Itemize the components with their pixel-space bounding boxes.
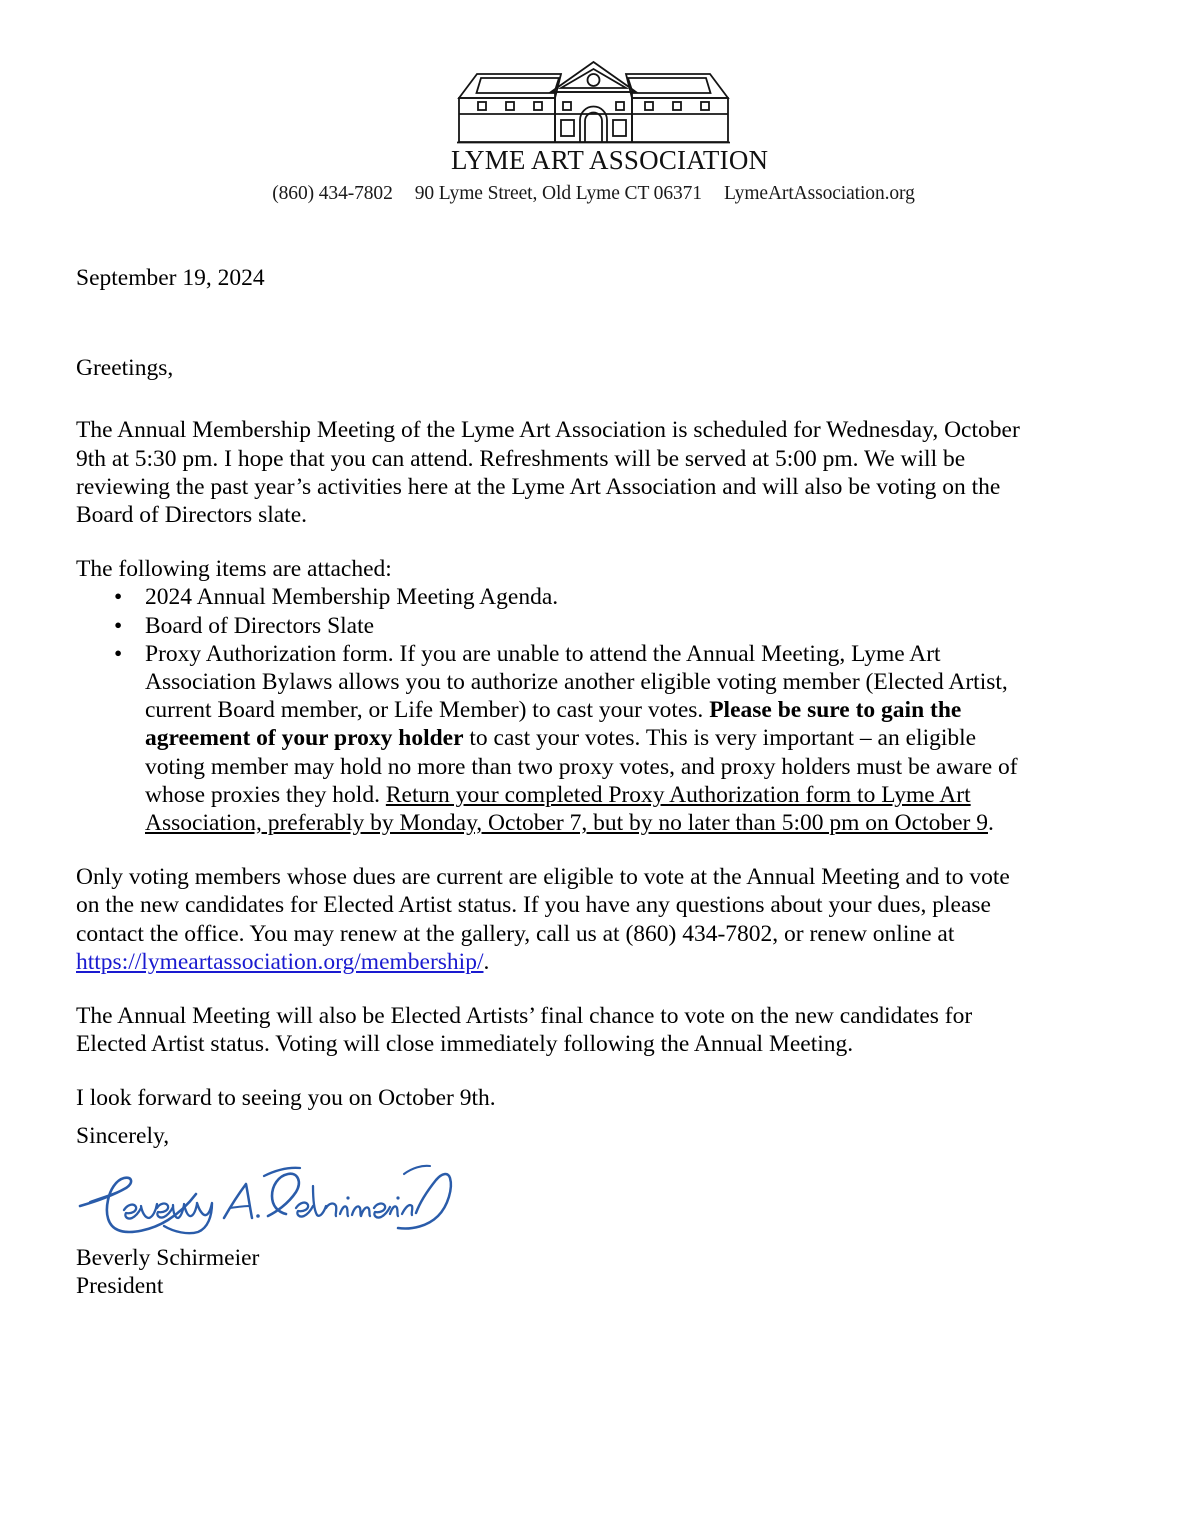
list-item — [76, 612, 1023, 640]
signer-title: President — [76, 1273, 164, 1300]
contact-website: LymeArtAssociation.org — [723, 183, 915, 204]
membership-renewal-link[interactable]: https://lymeartassociation.org/membership/ — [76, 948, 484, 975]
letter-greeting: Greetings, — [76, 355, 174, 382]
letterhead — [0, 58, 1187, 174]
attachment-proxy-text-1: Proxy Authorization form. If you are unable to attend the Annual Meeting, Lyme Art Association Bylaws allows you to authorize another eligible voting member (Elected Artist, current Board member, or Life Member) to cast your votes. — [145, 640, 1008, 724]
attachment-proxy-underlined: Return your completed Proxy Authorization form to Lyme Art Association, preferably by Monday, October 7, but by no later than 5:00 pm on October 9 — [145, 781, 988, 837]
closing-salutation: Sincerely, — [76, 1123, 170, 1149]
list-item — [76, 640, 1023, 837]
signature-icon — [72, 1158, 472, 1240]
letter-date: September 19, 2024 — [76, 265, 265, 291]
contact-phone: (860) 434-7802 — [272, 183, 393, 204]
paragraph-dues — [76, 863, 1023, 976]
logo-wordmark: LYME ART ASSOCIATION — [451, 145, 769, 175]
contact-address: 90 Lyme Street, Old Lyme CT 06371 — [414, 183, 702, 204]
paragraph-closing-line: I look forward to seeing you on October 9th. — [76, 1085, 496, 1112]
list-item — [76, 583, 1023, 611]
attachment-proxy-text-2: to cast your votes. This is very important – an eligible voting member may hold no more than two proxy votes, and proxy holders must be aware of whose proxies they hold. — [145, 725, 1018, 808]
paragraph-annual-meeting: The Annual Membership Meeting of the Lyme Art Association is scheduled for Wednesday, October 9th at 5:30 pm. I hope that you can attend. Refreshments will be served at 5:00 pm. We will be reviewing the past year’s activities here at the Lyme Art Association and will also be voting on the Board of Directors slate. — [76, 417, 1020, 529]
letter-body — [76, 264, 1023, 1139]
attachments-lead-in: The following items are attached: — [76, 556, 392, 583]
building-icon — [451, 58, 736, 146]
attachment-proxy-bold: Please be sure to gain the agreement of your proxy holder — [145, 697, 962, 752]
attachment-agenda: 2024 Annual Membership Meeting Agenda. — [145, 584, 559, 611]
organization-logo — [451, 58, 769, 175]
signature-block — [76, 1122, 676, 1301]
signer-name: Beverly Schirmeier — [76, 1245, 260, 1272]
dues-text-1: Only voting members whose dues are current are eligible to vote at the Annual Meeting and to vote on the new candidates for Elected Artist status. If you have any questions about your dues, please contact the office. You may renew at the gallery, call us at (860) 434-7802, or renew online at — [76, 864, 1010, 947]
contact-info-line — [0, 183, 1187, 205]
attachment-board-slate: Board of Directors Slate — [145, 612, 375, 639]
attachments-list — [76, 583, 1023, 837]
dues-text-2: . — [483, 948, 490, 975]
attachment-proxy-text-3: . — [987, 810, 994, 837]
paragraph-elected-artists: The Annual Meeting will also be Elected Artists’ final chance to vote on the new candidates for Elected Artist status. Voting will close immediately following the Annual Meeting. — [76, 1003, 973, 1058]
